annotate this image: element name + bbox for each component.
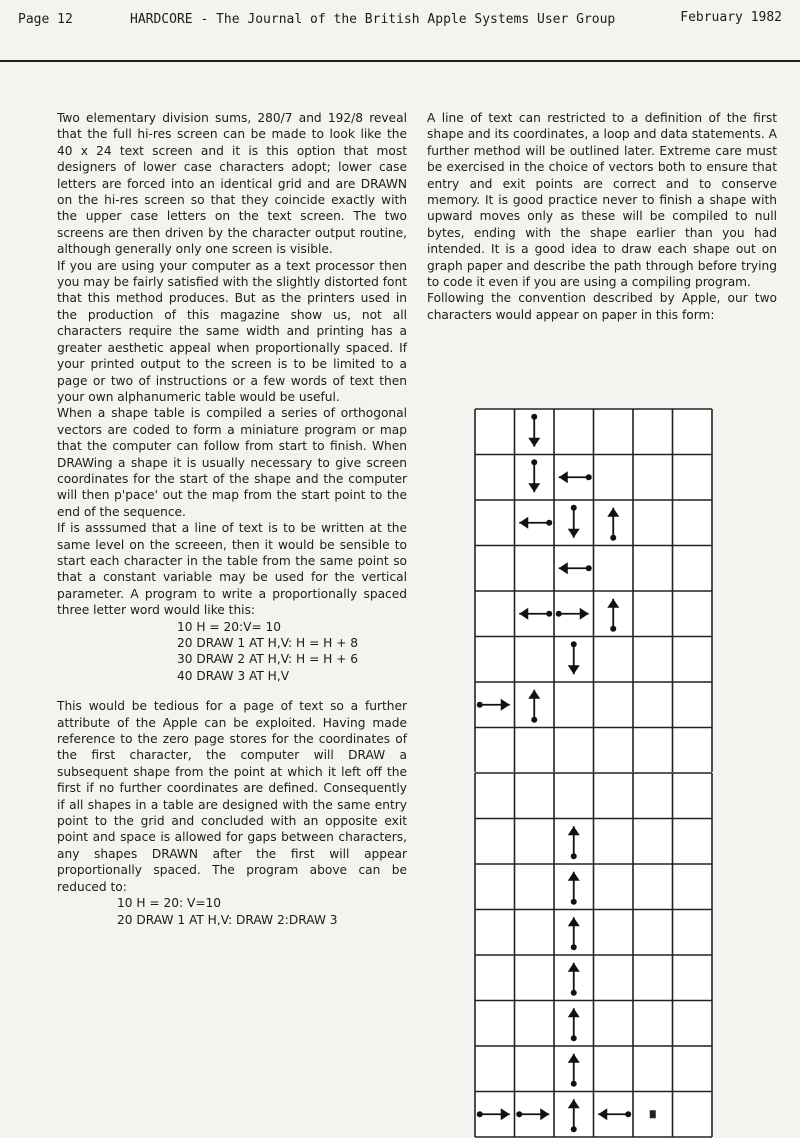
paragraph: Following the convention described by Apple, our two characters would appear on paper in this form:	[427, 291, 777, 322]
code-line: 20 DRAW 1 AT H,V: DRAW 2:DRAW 3	[117, 912, 338, 927]
grid-lines	[475, 773, 712, 1137]
vector-right	[516, 1108, 549, 1120]
paragraph: If is asssumed that a line of text is to be written at the same level on the screeen, then it would be sensible to start each character in the table from the same point so that a constant variable may be used for the vertical parameter. A program to write a proportionally spaced three letter word would like this:	[57, 521, 407, 618]
header-rule	[0, 60, 800, 62]
page-header	[18, 10, 782, 36]
vector-up	[607, 599, 619, 632]
code-listing-2	[57, 895, 407, 928]
shape-grid-1	[474, 408, 713, 774]
shape-grid-1-svg	[474, 408, 713, 774]
code-line: 30 DRAW 2 AT H,V: H = H + 6	[177, 652, 359, 667]
vector-down	[568, 641, 580, 674]
shape-grid-2-svg	[474, 772, 713, 1138]
code-listing-1	[57, 619, 407, 685]
page-number: Page 12	[18, 12, 73, 27]
vector-up	[607, 508, 619, 541]
grid-lines	[475, 409, 712, 773]
vector-down	[568, 505, 580, 538]
code-line: 10 H = 20: V=10	[117, 896, 222, 911]
vector-left	[519, 608, 552, 620]
right-column	[427, 110, 777, 323]
vector-left	[559, 562, 592, 574]
vector-up	[568, 1099, 580, 1132]
vector-right	[556, 608, 589, 620]
paragraph: If you are using your computer as a text processor then you may be fairly satisfied with the slightly distorted font that this method produces. But as the printers used in the production of this magazine show us, not all characters require the same width and printing has a greater aesthetic appeal when proportionally spaced. If your printed output to the screen is to be limited to a page or two of instructions or a few words of text then your own alphanumeric table would be useful.	[57, 258, 407, 404]
vector-right	[477, 1108, 510, 1120]
shape-grid-2	[474, 772, 713, 1138]
paragraph: A line of text can restricted to a definition of the first shape and its coordinates, a loop and data statements. A further method will be outlined later. Extreme care must be exercised in the choice of vectors both to ensure that entry and exit points are correct and to conserve memory. It is good practice never to finish a shape with upward moves only as these will be compiled to null bytes, ending with the shape earlier than you had intended. It is a good idea to draw each shape out on graph paper and describe the path through before trying to code it even if you are using a compiling program.	[427, 111, 777, 290]
paragraph: This would be tedious for a page of text so a further attribute of the Apple can be exploited. Having made reference to the zero page stores for the coordinates of the first character, the computer will DRAW a subsequent shape from the point at which it left off the first if no further coordinates are defined. Consequently if all shapes in a table are designed with the same entry point to the grid and concluded with an opposite exit point and space is allowed for gaps between characters, any shapes DRAWN after the first will appear proportionally spaced. The program above can be reduced to:	[57, 699, 407, 894]
vector-up	[568, 963, 580, 996]
vector-down	[528, 414, 540, 447]
vector-left	[559, 471, 592, 483]
code-line: 20 DRAW 1 AT H,V: H = H + 8	[177, 636, 359, 650]
vector-up	[568, 1054, 580, 1087]
vector-down	[528, 459, 540, 492]
vector-up	[568, 917, 580, 950]
vector-up	[568, 1008, 580, 1041]
left-column	[57, 110, 407, 928]
paragraph: When a shape table is compiled a series of orthogonal vectors are coded to form a miniature program or map that the computer can follow from start to finish. When DRAWing a shape it is usually necessary to give screen coordinates for the start of the shape and the computer will then p'pace' out the map from the start point to the end of the sequence.	[57, 406, 407, 519]
code-line: 40 DRAW 3 AT H,V	[177, 668, 290, 683]
code-line: 10 H = 20:V= 10	[177, 619, 282, 634]
vector-left	[519, 517, 552, 529]
vector-left	[598, 1108, 631, 1120]
paragraph: Two elementary division sums, 280/7 and 192/8 reveal that the full hi-res screen can be made to look like the 40 x 24 text screen and it is this option that most designers of lower case characters adopt; lower case letters are forced into an identical grid and are DRAWN on the hi-res screen so that they coincide exactly with the upper case letters on the text screen. The two screens are then driven by the character output routine, although generally only one screen is visible.	[57, 111, 407, 257]
journal-title: HARDCORE - The Journal of the British Apple Systems User Group	[130, 12, 616, 27]
vector-end	[650, 1110, 656, 1118]
vector-up	[568, 826, 580, 859]
issue-date: February 1982	[680, 10, 782, 25]
vector-right	[477, 699, 510, 711]
vector-up	[568, 872, 580, 905]
vector-up	[528, 690, 540, 723]
